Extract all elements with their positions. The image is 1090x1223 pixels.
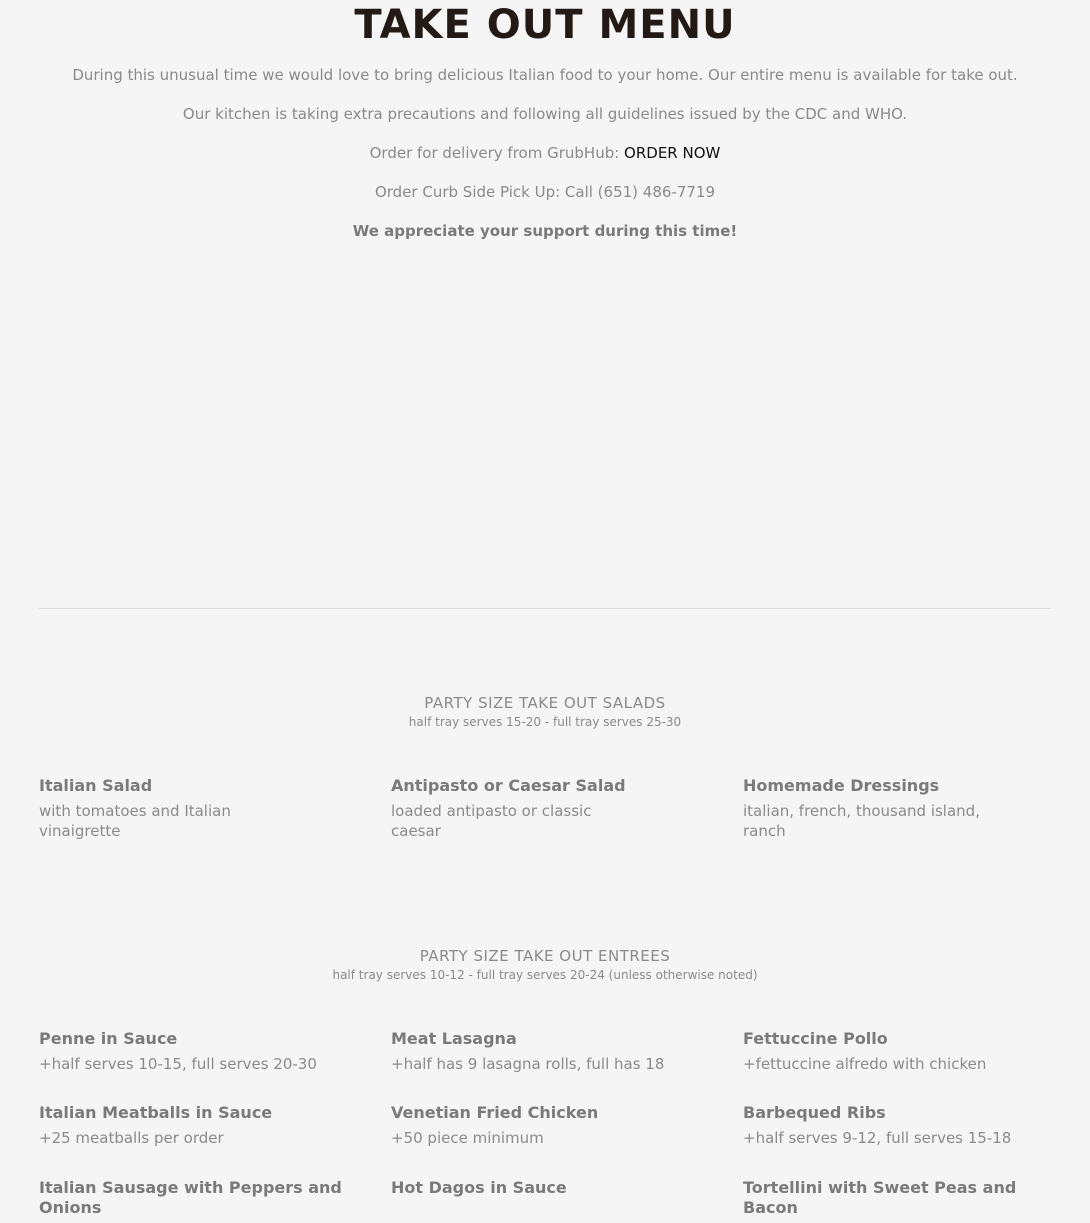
- menu-item: [39, 776, 349, 841]
- menu-item: [743, 1103, 1053, 1148]
- entrees-section-header: [0, 946, 1090, 984]
- menu-item: [39, 1029, 349, 1074]
- menu-item-description: loaded antipasto or classic caesar: [391, 802, 592, 840]
- menu-item: [743, 776, 1053, 841]
- entrees-section-title: PARTY SIZE TAKE OUT ENTREES: [419, 947, 671, 965]
- menu-item-name: Meat Lasagna: [391, 1029, 517, 1048]
- menu-item-name: Italian Meatballs in Sauce: [39, 1103, 273, 1122]
- menu-item-description: +fettuccine alfredo with chicken: [743, 1055, 987, 1073]
- menu-item: [39, 1103, 349, 1148]
- menu-item-name: Hot Dagos in Sauce: [391, 1178, 567, 1197]
- menu-item-name: Antipasto or Caesar Salad: [391, 776, 626, 795]
- menu-item-name: Italian Salad: [39, 776, 153, 795]
- entrees-section-subtitle: half tray serves 10-12 - full tray serves 20-24 (unless otherwise noted): [332, 968, 758, 982]
- menu-item-name: Italian Sausage with Peppers and Onions: [39, 1178, 342, 1217]
- salads-section-subtitle: half tray serves 15-20 - full tray serves 25-30: [408, 715, 682, 729]
- menu-item: [391, 1178, 701, 1203]
- pickup-line: Order Curb Side Pick Up: Call (651) 486-7719: [374, 183, 716, 201]
- menu-item: [391, 1029, 701, 1074]
- thanks-line: We appreciate your support during this time!: [352, 222, 738, 240]
- menu-item-description: with tomatoes and Italian vinaigrette: [39, 802, 231, 840]
- salads-section-header: [0, 693, 1090, 731]
- menu-item-description: +half serves 9-12, full serves 15-18: [743, 1129, 1012, 1147]
- delivery-prefix: Order for delivery from GrubHub:: [369, 144, 625, 162]
- menu-item: [39, 1178, 349, 1223]
- menu-item-name: Tortellini with Sweet Peas and Bacon: [743, 1178, 1017, 1217]
- menu-item-description: +25 meatballs per order: [39, 1129, 224, 1147]
- delivery-line: [0, 143, 1090, 163]
- intro-line-2: Our kitchen is taking extra precautions and following all guidelines issued by the CDC and WHO.: [182, 105, 908, 123]
- menu-item-name: Penne in Sauce: [39, 1029, 178, 1048]
- menu-item: [391, 776, 701, 841]
- menu-item: [743, 1029, 1053, 1074]
- menu-item-description: +50 piece minimum: [391, 1129, 544, 1147]
- menu-item-description: +half serves 10-15, full serves 20-30: [39, 1055, 317, 1073]
- section-divider: [39, 608, 1051, 609]
- menu-item-description: +half has 9 lasagna rolls, full has 18: [391, 1055, 665, 1073]
- salads-section-title: PARTY SIZE TAKE OUT SALADS: [424, 694, 666, 712]
- menu-item: [391, 1103, 701, 1148]
- menu-item: [743, 1178, 1053, 1223]
- menu-item-name: Venetian Fried Chicken: [391, 1103, 599, 1122]
- order-now-link[interactable]: ORDER NOW: [624, 144, 721, 162]
- menu-item-name: Homemade Dressings: [743, 776, 940, 795]
- menu-item-description: italian, french, thousand island, ranch: [743, 802, 980, 840]
- intro-line-1: During this unusual time we would love to bring delicious Italian food to your home. Our entire menu is available for take out.: [72, 66, 1018, 84]
- menu-item-name: Fettuccine Pollo: [743, 1029, 888, 1048]
- page-title: TAKE OUT MENU: [354, 2, 736, 48]
- menu-item-name: Barbequed Ribs: [743, 1103, 886, 1122]
